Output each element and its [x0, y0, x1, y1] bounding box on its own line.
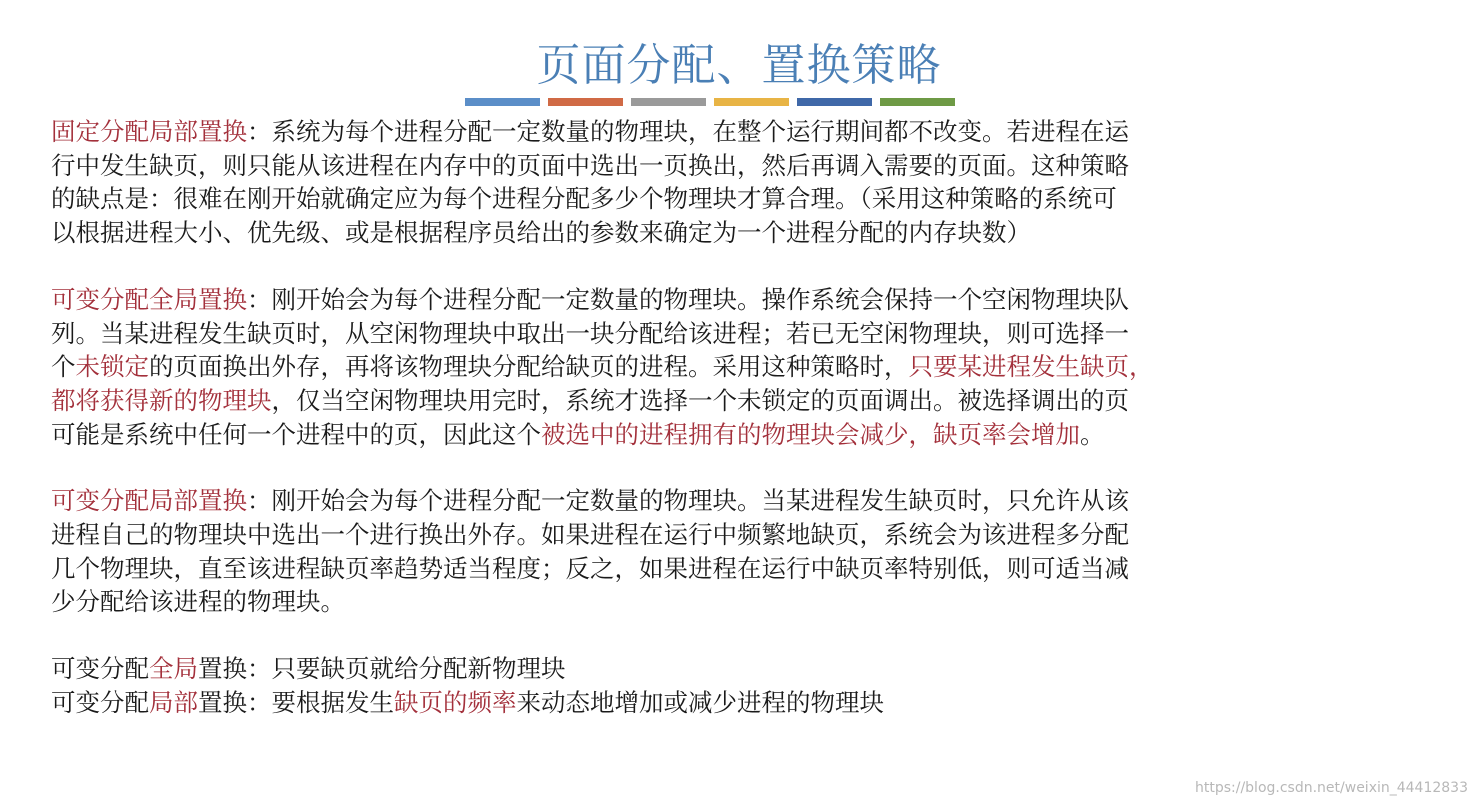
- highlight-text: 全局: [149, 654, 198, 684]
- text: ：系统为每个进程分配一定数量的物理块，在整个运行期间都不改变。若进程在运: [247, 117, 1129, 146]
- text: ：刚开始会为每个进程分配一定数量的物理块。操作系统会保持一个空闲物理块队: [247, 284, 1129, 314]
- term-fixed-local: 固定分配局部置换: [51, 117, 247, 146]
- text-line: 以根据进程大小、优先级、或是根据程序员给出的参数来确定为一个进程分配的内存块数）: [51, 218, 1031, 248]
- color-bar: [631, 98, 706, 106]
- term-variable-global: 可变分配全局置换: [51, 284, 247, 314]
- summary-line-global: [51, 652, 1421, 686]
- watermark: https://blog.csdn.net/weixin_44412833: [1194, 780, 1468, 796]
- text-line: 列。当某进程发生缺页时，从空闲物理块中取出一块分配给该进程；若已无空闲物理块，则可选择一: [51, 318, 1129, 348]
- text: 。: [1080, 419, 1105, 449]
- text-line: 少分配给该进程的物理块。: [51, 587, 345, 617]
- color-bar: [880, 98, 955, 106]
- text: 可能是系统中任何一个进程中的页，因此这个: [51, 419, 541, 449]
- summary: [51, 652, 1421, 719]
- text: ：刚开始会为每个进程分配一定数量的物理块。当某进程发生缺页时，只允许从该: [247, 486, 1129, 516]
- text: 来动态地增加或减少进程的物理块: [516, 687, 884, 717]
- highlight-text: 局部: [149, 687, 198, 717]
- text: 可变分配: [51, 687, 149, 717]
- text: 置换：只要缺页就给分配新物理块: [198, 654, 566, 684]
- text-line: 几个物理块，直至该进程缺页率趋势适当程度；反之，如果进程在运行中缺页率特别低，则可适当减: [51, 553, 1129, 583]
- slide-content: [51, 115, 1421, 720]
- color-bar: [797, 98, 872, 106]
- term-variable-local: 可变分配局部置换: [51, 486, 247, 516]
- highlight-text: 被选中的进程拥有的物理块会减少，缺页率会增加: [541, 419, 1080, 449]
- highlight-text: 只要某进程发生缺页，: [908, 352, 1154, 382]
- color-bar: [714, 98, 789, 106]
- highlight-text: 未锁定: [75, 352, 149, 382]
- paragraph-fixed-local: [51, 115, 1421, 250]
- highlight-text: 缺页的频率: [394, 687, 517, 717]
- text: ，仅当空闲物理块用完时，系统才选择一个未锁定的页面调出。被选择调出的页: [271, 385, 1129, 415]
- summary-line-local: [51, 686, 1421, 720]
- highlight-text: 都将获得新的物理块: [51, 385, 272, 415]
- text-line: 进程自己的物理块中选出一个进行换出外存。如果进程在运行中频繁地缺页，系统会为该进程多分配: [51, 520, 1129, 550]
- text: 的页面换出外存，再将该物理块分配给缺页的进程。采用这种策略时，: [149, 352, 909, 382]
- color-bar: [465, 98, 540, 106]
- text: 可变分配: [51, 654, 149, 684]
- paragraph-variable-global: [51, 283, 1421, 452]
- slide-title: 页面分配、置换策略: [536, 40, 942, 91]
- title-color-bars: [465, 98, 955, 106]
- text-line: 行中发生缺页，则只能从该进程在内存中的页面中选出一页换出，然后再调入需要的页面。这种策略: [51, 150, 1129, 180]
- text-line: 的缺点是：很难在刚开始就确定应为每个进程分配多少个物理块才算合理。（采用这种策略的系统可: [51, 184, 1117, 214]
- color-bar: [548, 98, 623, 106]
- text: 个: [51, 352, 76, 382]
- paragraph-variable-local: [51, 484, 1421, 619]
- text: 置换：要根据发生: [198, 687, 394, 717]
